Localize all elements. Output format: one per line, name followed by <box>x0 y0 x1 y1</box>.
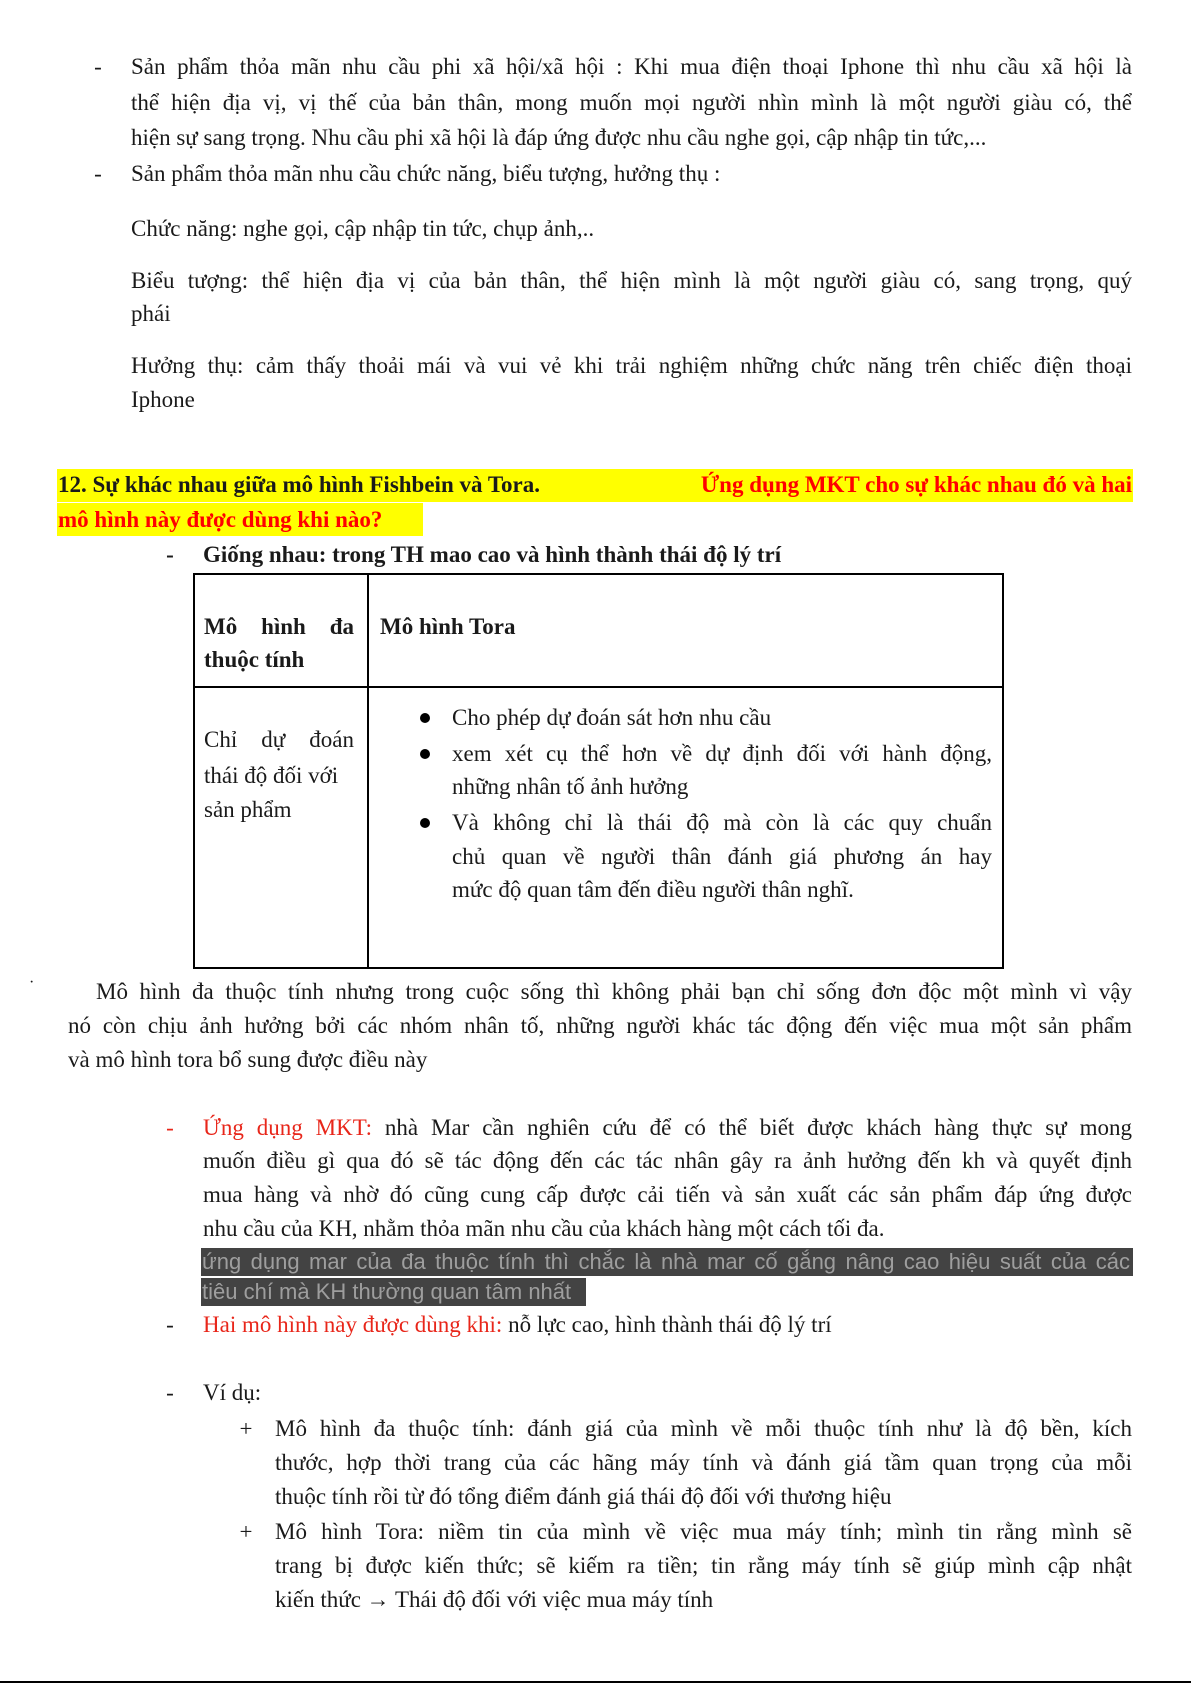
question-title: 12. Sự khác nhau giữa mô hình Fishbein và Tora. <box>58 472 541 497</box>
paragraph-line-3: và mô hình tora bổ sung được điều này <box>68 1047 428 1072</box>
huong-thu-line-1: Hưởng thụ: cảm thấy thoải mái và vui vẻ khi trải nghiệm những chức năng trên chiếc điện thoại <box>131 353 1132 378</box>
bullet-dot <box>420 749 430 759</box>
ung-dung-line-3: mua hàng và nhờ đó cũng cung cấp được cải tiến và sản xuất các sản phẩm đáp ứng được <box>203 1182 1132 1207</box>
bullet-nhu-cau-xa-hoi-line-1: Sản phẩm thỏa mãn nhu cầu phi xã hội/xã hội : Khi mua điện thoại Iphone thì nhu cầu xã hội là <box>131 54 1132 79</box>
vi-du-sub2-line-1: Mô hình Tora: niềm tin của mình về việc mua máy tính; mình tin rằng mình sẽ <box>275 1519 1132 1544</box>
dash-marker: - <box>94 161 102 186</box>
hai-mo-hinh-label: Hai mô hình này được dùng khi: <box>203 1312 503 1337</box>
tora-bullet-2-line-1: xem xét cụ thể hơn về dự định đối với hành động, <box>452 741 992 766</box>
comment-line-1: ứng dụng mar của đa thuộc tính thì chắc là nhà mar cố gắng nâng cao hiệu suất của các <box>202 1249 1130 1274</box>
ung-dung-label: Ứng dụng MKT: <box>203 1115 372 1140</box>
ung-dung-line-4: nhu cầu của KH, nhằm thỏa mãn nhu cầu của khách hàng một cách tối đa. <box>203 1216 885 1241</box>
page-bottom-rule <box>0 1681 1191 1683</box>
tora-bullet-3-line-2: chủ quan về người thân đánh giá phương án hay <box>452 844 992 869</box>
comment-line-2: tiêu chí mà KH thường quan tâm nhất <box>202 1279 572 1304</box>
giong-nhau-heading: Giống nhau: trong TH mao cao và hình thành thái độ lý trí <box>203 542 782 567</box>
header-left-line-2: thuộc tính <box>204 647 305 672</box>
header-cell-tora <box>368 574 1003 687</box>
chuc-nang-text: Chức năng: nghe gọi, cập nhập tin tức, chụp ảnh,.. <box>131 216 595 241</box>
vi-du-sub1-line-2: thước, hợp thời trang của các hãng máy tính và đánh giá tầm quan trọng của mỗi <box>275 1450 1132 1475</box>
dash-marker: - <box>166 542 174 567</box>
paragraph-line-1: Mô hình đa thuộc tính nhưng trong cuộc sống thì không phải bạn chỉ sống đơn độc một mình vì vậy <box>96 979 1132 1004</box>
bieu-tuong-line-1: Biểu tượng: thể hiện địa vị của bản thân, thể hiện mình là một người giàu có, sang trọng, quý <box>131 268 1132 293</box>
ung-dung-line-2: muốn điều gì qua đó sẽ tác động đến các tác nhân gây ra ảnh hưởng đến kh và quyết định <box>203 1148 1132 1173</box>
header-cell-multi-attribute <box>194 574 368 687</box>
dash-marker: - <box>166 1115 174 1140</box>
plus-marker: + <box>239 1416 253 1441</box>
tora-bullet-1: Cho phép dự đoán sát hơn nhu cầu <box>452 705 772 730</box>
body-cell-tora <box>368 687 1003 968</box>
plus-marker: + <box>239 1519 253 1544</box>
bullet-dot <box>420 713 430 723</box>
body-left-line-3: sản phẩm <box>204 797 292 822</box>
vi-du-label: Ví dụ: <box>203 1380 262 1405</box>
huong-thu-line-2: Iphone <box>131 387 195 412</box>
vi-du-sub1-line-1: Mô hình đa thuộc tính: đánh giá của mình về mỗi thuộc tính như là độ bền, kích <box>275 1416 1132 1441</box>
ung-dung-text: nhà Mar cần nghiên cứu để có thể biết được khách hàng thực sự mong <box>372 1115 1132 1140</box>
bullet-nhu-cau-xa-hoi-line-2: thể hiện địa vị, vị thế của bản thân, mong muốn mọi người nhìn mình là một người giàu có, thể <box>131 90 1132 115</box>
question-highlight-red: Ứng dụng MKT cho sự khác nhau đó và hai <box>700 472 1132 497</box>
bullet-dot <box>420 818 430 828</box>
ung-dung-line-1 <box>203 1113 1132 1143</box>
vi-du-sub2-line-2: trang bị được kiến thức; sẽ kiếm ra tiền; tin rằng máy tính sẽ giúp mình cập nhật <box>275 1553 1132 1578</box>
body-cell-multi-attribute <box>194 687 368 968</box>
tora-bullet-2-line-2: những nhân tố ảnh hưởng <box>452 774 689 799</box>
question-heading-line-2: mô hình này được dùng khi nào? <box>58 507 383 532</box>
header-left-line-1: Mô hình đa <box>204 614 354 639</box>
tora-bullet-3-line-3: mức độ quan tâm đến điều người thân nghĩ. <box>452 877 854 902</box>
table-body-row <box>194 687 1003 968</box>
hai-mo-hinh-text: nỗ lực cao, hình thành thái độ lý trí <box>502 1312 832 1337</box>
dash-marker: - <box>166 1380 174 1405</box>
vi-du-sub2-line-3: kiến thức → Thái độ đối với việc mua máy tính <box>275 1587 714 1612</box>
body-left-line-2: thái độ đối với <box>204 763 339 788</box>
dash-marker: - <box>94 54 102 79</box>
bullet-chuc-nang-bieu-tuong: Sản phẩm thỏa mãn nhu cầu chức năng, biểu tượng, hưởng thụ : <box>131 161 721 186</box>
dot-marker: · <box>29 974 35 991</box>
table-header-row <box>194 574 1003 687</box>
bieu-tuong-line-2: phái <box>131 301 171 326</box>
header-right-text: Mô hình Tora <box>380 614 516 639</box>
dash-marker: - <box>166 1312 174 1337</box>
question-heading-line-1 <box>58 470 1132 500</box>
comparison-table <box>193 573 1004 969</box>
hai-mo-hinh-line <box>203 1310 832 1340</box>
bullet-nhu-cau-xa-hoi-line-3: hiện sự sang trọng. Nhu cầu phi xã hội là đáp ứng được nhu cầu nghe gọi, cập nhập tin tức,... <box>131 125 987 150</box>
body-left-line-1: Chỉ dự đoán <box>204 727 354 752</box>
vi-du-sub1-line-3: thuộc tính rồi từ đó tổng điểm đánh giá thái độ đối với thương hiệu <box>275 1484 892 1509</box>
tora-bullet-3-line-1: Và không chỉ là thái độ mà còn là các quy chuẩn <box>452 810 992 835</box>
paragraph-line-2: nó còn chịu ảnh hưởng bởi các nhóm nhân tố, những người khác tác động đến việc mua một sản phẩm <box>68 1013 1132 1038</box>
